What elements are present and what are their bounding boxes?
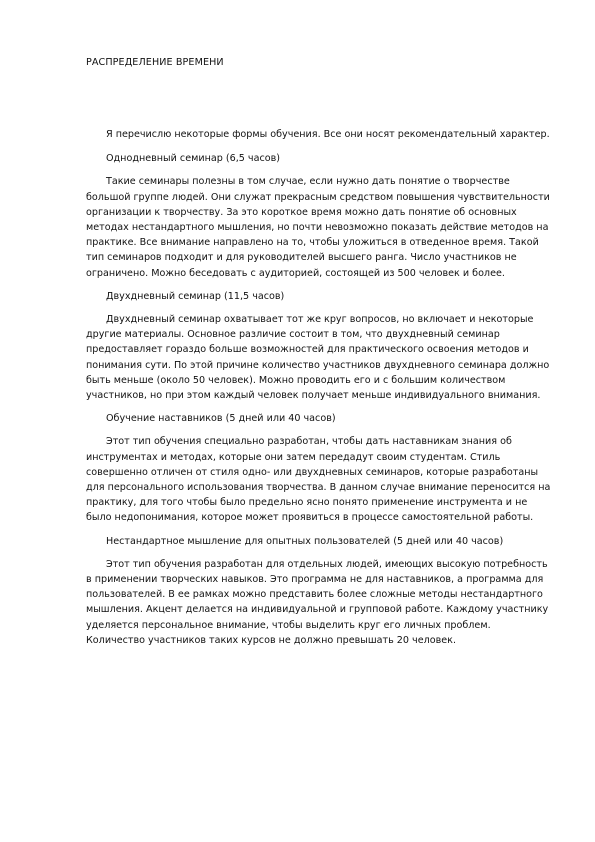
section-heading-advanced-users: Нестандартное мышление для опытных пользователей (5 дней или 40 часов) (106, 535, 504, 547)
paragraph-two-day-seminar: Двухдневный семинар охватывает тот же круг вопросов, но включает и некоторые другие материалы. Основное различие состоит в том, что двухдневный семинар предоставляет гораздо больше возможностей для практического освоения методов и понимания сути. По этой причине количество участников двухдневного семинара должно быть меньше (около 50 человек). Можно проводить его и с большим количеством участников, но при этом каждый человек получает меньше индивидуального внимания. (86, 314, 550, 402)
paragraph-one-day-seminar: Такие семинары полезны в том случае, если нужно дать понятие о творчестве большой группе людей. Они служат прекрасным средством повышения чувствительности организации к творчеству. За это короткое время можно дать понятие об основных методах нестандартного мышления, но почти невозможно показать действие методов на практике. Все внимание направлено на то, чтобы уложиться в отведенное время. Такой тип семинаров подходит и для руководителей высшего ранга. Число участников не ограничено. Можно беседовать с аудиторией, состоящей из 500 человек и более. (86, 176, 550, 279)
section-heading-one-day-seminar: Однодневный семинар (6,5 часов) (106, 153, 280, 165)
document-title: РАСПРЕДЕЛЕНИЕ ВРЕМЕНИ (86, 57, 224, 68)
paragraph-mentor-training: Этот тип обучения специально разработан, чтобы дать наставникам знания об инструментах и методах, которые они затем передадут своим студентам. Стиль совершенно отличен от стиля одно- или двухдневных семинаров, которые разработаны для персонального использования творчества. В данном случае внимание переносится на практику, для того чтобы было предельно ясно понято применение инструмента и не было недопонимания, которое может проявиться в процессе самостоятельной работы. (86, 436, 551, 524)
section-heading-two-day-seminar: Двухдневный семинар (11,5 часов) (106, 290, 285, 302)
intro-paragraph: Я перечислю некоторые формы обучения. Все они носят рекомендательный характер. (106, 129, 550, 140)
paragraph-advanced-users: Этот тип обучения разработан для отдельных людей, имеющих высокую потребность в применении творческих навыков. Это программа не для наставников, а программа для пользователей. В ее рамках можно представить более сложные методы нестандартного мышления. Акцент делается на индивидуальной и групповой работе. Каждому участнику уделяется персональное внимание, чтобы выделить круг его личных проблем. Количество участников таких курсов не должно превышать 20 человек. (86, 558, 549, 646)
document-body (86, 127, 552, 656)
section-heading-mentor-training: Обучение наставников (5 дней или 40 часов) (106, 413, 336, 425)
